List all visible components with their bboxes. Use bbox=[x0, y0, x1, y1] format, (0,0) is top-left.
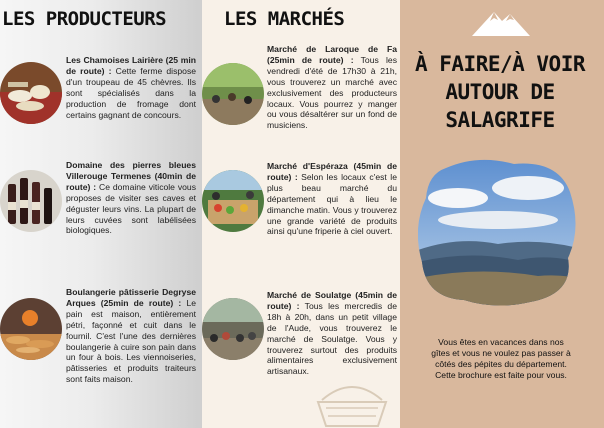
bakery-photo bbox=[0, 298, 62, 360]
marche-1-body: Tous les vendredi d'été de 17h30 à 21h, vous trouverez un marché avec exclusivement des producteurs locaux. Vous pourrez y manger ou vous désaltérer sur un fond de musiciens. bbox=[267, 54, 397, 131]
producteur-2-text bbox=[66, 160, 196, 236]
producteur-1-body: Cette ferme dispose d'un troupeau de 45 chèvres. Ils sont spécialisés dans la production de fromage dont certains gagnant de concours. bbox=[66, 65, 197, 120]
marche-2-title: Marché d'Espéraza (45min de route) : bbox=[267, 161, 397, 182]
producteur-3-text bbox=[66, 287, 196, 385]
marche-1-text bbox=[267, 44, 397, 131]
cheese-photo bbox=[0, 62, 62, 124]
producteur-3-body: Le pain est maison, entièrement pétri, façonné et cuit dans le fournil. C'est l'une des dernières boulangerie à cuire son pain dans un four à bois. Les viennoiseries, pâtisseries et produits traiteurs sont faits maison. bbox=[66, 297, 196, 385]
producteur-1-text bbox=[66, 55, 196, 120]
producteurs-column bbox=[0, 0, 202, 428]
producteur-2-title: Domaine des pierres bleues Villerouge Termenes (40min de route) : bbox=[66, 160, 196, 192]
market-1-photo bbox=[202, 63, 264, 125]
marche-3-body: Tous les mercredis de 18h à 20h, dans un petit village de l'Aude, vous trouverez le marché de Soulatge. Vous y trouverez surtout des produits alimentaires exclusivement artisanaux. bbox=[267, 300, 397, 377]
landscape-photo bbox=[418, 158, 578, 306]
producteur-1-title: Les Chamoises Lairière (25 min de route) : bbox=[66, 55, 196, 76]
panel-title: À FAIRE/À VOIR AUTOUR DE SALAGRIFE bbox=[414, 52, 585, 132]
producteurs-heading: LES PRODUCTEURS bbox=[2, 8, 167, 30]
market-2-photo bbox=[202, 170, 264, 232]
basket-icon bbox=[312, 378, 392, 428]
panel-description: Vous êtes en vacances dans nos gîtes et vous ne voulez pas passer à côtés des pépites du département. Cette brochure est faite pour vous. bbox=[431, 337, 571, 380]
market-3-photo bbox=[202, 298, 264, 360]
marche-1-title: Marché de Laroque de Fa (25min de route) : bbox=[267, 44, 397, 65]
marche-2-body: Selon les locaux c'est le plus beau marché du département qui à lieu le dimanche matin. Vous y trouverez une grande variété de produits ainsi qu'une friperie à ciel ouvert. bbox=[267, 171, 397, 237]
producteur-3-title: Boulangerie pâtisserie Degryse Arques (25min de route) : bbox=[66, 287, 196, 308]
marche-3-text bbox=[267, 290, 397, 377]
marches-column bbox=[202, 0, 400, 428]
marche-2-text bbox=[267, 161, 397, 237]
marches-heading: LES MARCHÉS bbox=[224, 8, 345, 30]
wine-photo bbox=[0, 170, 62, 232]
producteur-2-body: Ce domaine viticole vous proposes de visiter ses caves et déguster leurs vins. La plupart de leurs cuvées sont labélisées biologiques. bbox=[66, 181, 196, 236]
mountain-icon bbox=[470, 8, 532, 38]
marche-3-title: Marché de Soulatge (45min de route) : bbox=[267, 290, 397, 311]
